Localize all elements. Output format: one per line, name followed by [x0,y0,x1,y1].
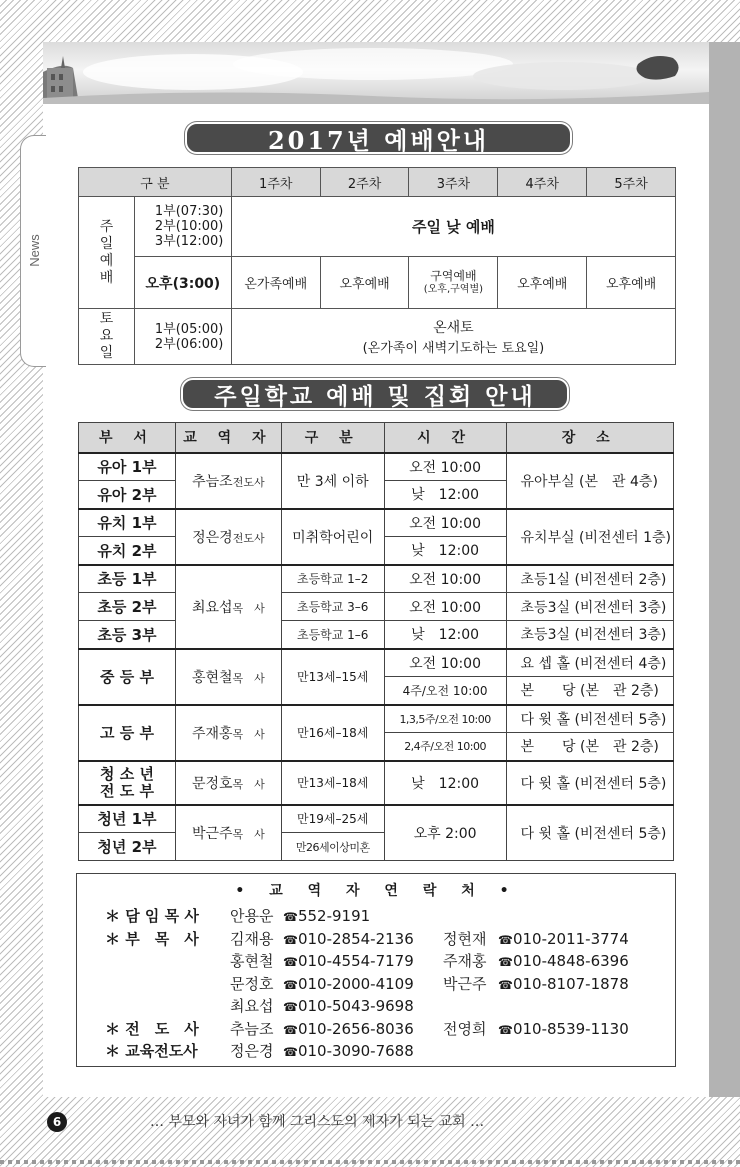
sunday-row [79,197,676,257]
contact-phone: ☎010-2011-3774 [498,929,629,948]
saturday-label: 토 요 일 [79,309,135,365]
group-cell: 만 3세 이하 [281,453,384,509]
contact-role: ＊ 교육전도사 [105,1042,198,1060]
time-cell: 4주/오전 10:00 [384,677,506,705]
contact-name: 김재용 [230,929,274,948]
contact-name: 홍현철 [230,952,274,970]
table-row [79,649,674,677]
phone-icon: ☎ [283,1022,298,1037]
phone-icon: ☎ [283,1045,298,1059]
contact-phone: ☎010-3090-7688 [283,1042,414,1060]
table-row [79,565,674,593]
time-cell: 오후 2:00 [384,805,506,861]
page-number: 6 [47,1112,67,1132]
phone-icon: ☎ [498,955,513,969]
place-cell: 다 윗 홀 (비전센터 5층) [506,761,673,805]
dept-cell: 유아 1부 [79,453,176,481]
contact-name: 정현재 [443,929,487,948]
contact-phone: ☎010-5043-9698 [283,997,414,1015]
header-cell: 3주차 [409,168,498,197]
header-banner-image [43,42,709,104]
minister-cell: 정은경전도사 [175,509,281,565]
afternoon-row [79,257,676,309]
group-cell: 초등학교 1–2 [281,565,384,593]
contact-line [77,1040,677,1062]
contact-name: 주재홍 [443,952,487,970]
week-service: 구역예배 (오후,구역별) [409,257,498,309]
contact-role: ＊ 담 임 목 사 [105,907,199,925]
contact-name: 안용운 [230,907,274,925]
contact-phone: ☎010-2000-4109 [283,974,414,993]
saturday-row [79,309,676,365]
week-service: 온가족예배 [231,257,320,309]
place-cell: 초등3실 (비전센터 3층) [506,593,673,621]
group-cell: 만26세이상미혼 [281,833,384,861]
contact-role: ＊ 부 목 사 [105,929,199,948]
bottom-divider [0,1160,740,1164]
phone-icon: ☎ [498,977,513,992]
contact-name: 박근주 [443,974,487,993]
sunday-service: 주일 낮 예배 [231,197,675,257]
contact-line [77,928,677,950]
week-service: 오후예배 [320,257,409,309]
contact-phone: ☎010-4554-7179 [283,952,414,970]
contact-box [76,873,676,1067]
dept-cell: 청년 2부 [79,833,176,861]
time-cell: 오전 10:00 [384,565,506,593]
header-cell: 교 역 자 [175,423,281,453]
minister-cell: 추늠조전도사 [175,453,281,509]
header-cell: 1주차 [231,168,320,197]
contact-line [77,905,677,927]
group-cell: 만13세–18세 [281,761,384,805]
week-service: 오후예배 [498,257,587,309]
worship-table [78,167,676,365]
time-cell: 2,4주/오전 10:00 [384,733,506,761]
contact-phone: ☎010-2656-8036 [283,1019,414,1038]
sunday-times: 1부(07:30) 2부(10:00) 3부(12:00) [134,197,231,257]
dept-cell: 초등 2부 [79,593,176,621]
sunday-label: 주 일 예 배 [79,197,135,309]
time-cell: 오전 10:00 [384,509,506,537]
time-cell: 낮 12:00 [384,537,506,565]
minister-cell: 홍현철목 사 [175,649,281,705]
group-cell: 초등학교 1–6 [281,621,384,649]
group-cell: 만16세–18세 [281,705,384,761]
contact-line [77,950,677,972]
place-cell: 본 당 (본 관 2층) [506,733,673,761]
school-header-row [79,423,674,453]
phone-icon: ☎ [283,977,298,992]
table-row [79,761,674,805]
dept-cell: 청년 1부 [79,805,176,833]
time-cell: 오전 10:00 [384,593,506,621]
afternoon-time: 오후(3:00) [134,257,231,309]
worship-title: 2017년 예배안내 [185,122,572,154]
place-cell: 유치부실 (비전센터 1층) [506,509,673,565]
header-cell: 구 분 [281,423,384,453]
minister-cell: 주재홍목 사 [175,705,281,761]
school-title: 주일학교 예배 및 집회 안내 [181,378,569,410]
place-cell: 본 당 (본 관 2층) [506,677,673,705]
phone-icon: ☎ [283,1000,298,1014]
right-margin-strip [709,42,740,1097]
contact-phone: ☎010-8539-1130 [498,1019,629,1038]
worship-header-row [79,168,676,197]
side-tab-label: News [26,233,42,267]
phone-icon: ☎ [283,955,298,969]
phone-icon: ☎ [283,910,298,924]
footer-motto: … 부모와 자녀가 함께 그리스도의 제자가 되는 교회 … [150,1114,485,1130]
dept-cell: 유치 2부 [79,537,176,565]
place-cell: 다 윗 홀 (비전센터 5층) [506,805,673,861]
contact-name: 문정호 [230,974,274,993]
contact-name: 최요섭 [230,997,274,1015]
time-cell: 오전 10:00 [384,453,506,481]
phone-icon: ☎ [283,932,298,947]
saturday-service: 온새토 (온가족이 새벽기도하는 토요일) [231,309,675,365]
contact-role: ＊ 전 도 사 [105,1019,199,1038]
header-cell: 4주차 [498,168,587,197]
place-cell: 초등1실 (비전센터 2층) [506,565,673,593]
dept-cell: 초등 3부 [79,621,176,649]
table-row [79,621,674,649]
header-cell: 부 서 [79,423,176,453]
time-cell: 낮 12:00 [384,481,506,509]
minister-cell: 문정호목 사 [175,761,281,805]
group-cell: 초등학교 3–6 [281,593,384,621]
dept-cell: 유치 1부 [79,509,176,537]
group-cell: 만19세–25세 [281,805,384,833]
contact-line [77,1018,677,1040]
table-row [79,805,674,833]
minister-cell: 최요섭목 사 [175,565,281,649]
dept-cell: 초등 1부 [79,565,176,593]
phone-icon: ☎ [498,1022,513,1037]
contact-line [77,995,677,1017]
header-cell: 시 간 [384,423,506,453]
header-cell: 2주차 [320,168,409,197]
contact-phone: ☎010-2854-2136 [283,929,414,948]
time-cell: 낮 12:00 [384,761,506,805]
group-cell: 미취학어린이 [281,509,384,565]
dept-cell: 청 소 년 전 도 부 [79,761,176,805]
minister-cell: 박근주목 사 [175,805,281,861]
place-cell: 요 셉 홀 (비전센터 4층) [506,649,673,677]
dept-cell: 고 등 부 [79,705,176,761]
contact-phone: ☎010-4848-6396 [498,952,629,970]
contact-line [77,973,677,995]
dept-cell: 유아 2부 [79,481,176,509]
contact-name: 전영희 [443,1019,487,1038]
time-cell: 1,3,5주/오전 10:00 [384,705,506,733]
place-cell: 다 윗 홀 (비전센터 5층) [506,705,673,733]
table-row [79,705,674,733]
header-cell: 장 소 [506,423,673,453]
contact-phone: ☎552-9191 [283,907,371,925]
table-row [79,593,674,621]
table-row [79,509,674,537]
saturday-times: 1부(05:00) 2부(06:00) [134,309,231,365]
header-cell: 5주차 [587,168,676,197]
time-cell: 낮 12:00 [384,621,506,649]
school-table [78,422,674,861]
contact-phone: ☎010-8107-1878 [498,974,629,993]
contact-name: 정은경 [230,1042,274,1060]
contact-title: • 교 역 자 연 락 처 • [235,883,519,899]
header-cell: 구 분 [79,168,232,197]
phone-icon: ☎ [498,932,513,947]
place-cell: 유아부실 (본 관 4층) [506,453,673,509]
dept-cell: 중 등 부 [79,649,176,705]
contact-name: 추늠조 [230,1019,274,1038]
place-cell: 초등3실 (비전센터 3층) [506,621,673,649]
week-service: 오후예배 [587,257,676,309]
time-cell: 오전 10:00 [384,649,506,677]
table-row [79,453,674,481]
group-cell: 만13세–15세 [281,649,384,705]
